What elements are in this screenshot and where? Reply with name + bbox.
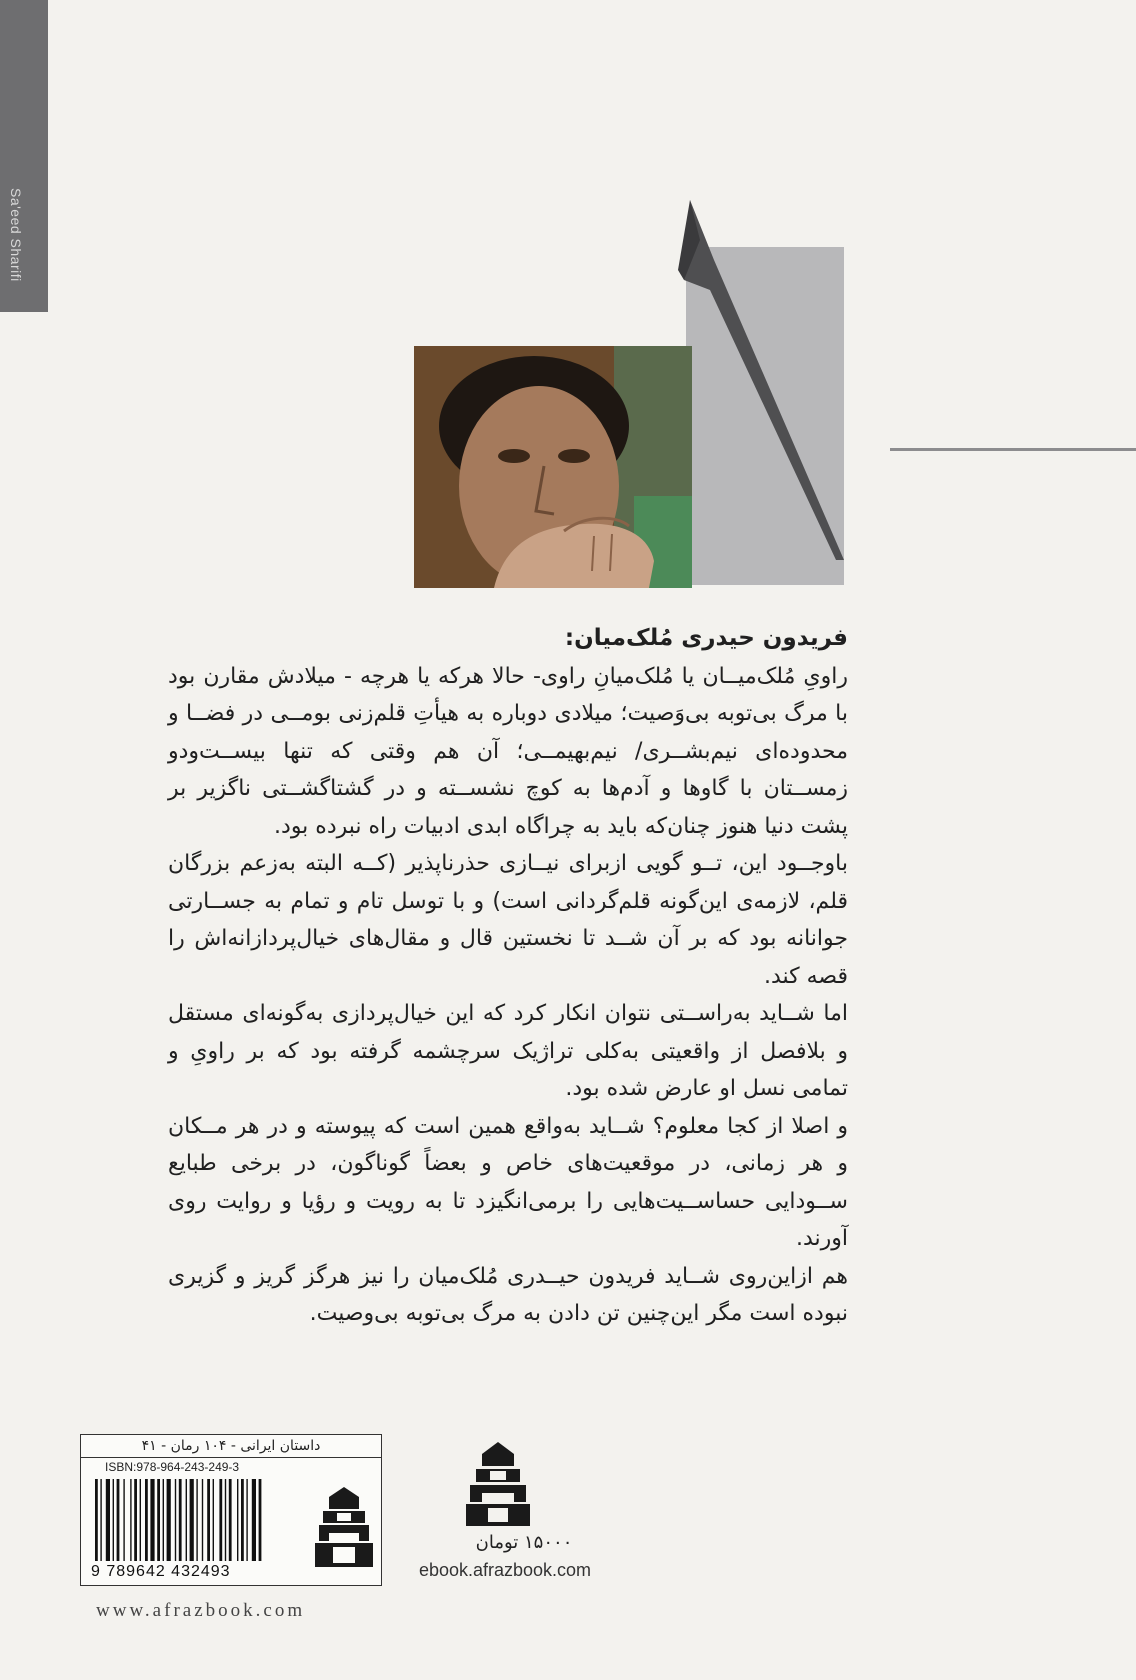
isbn-label: ISBN:978-964-243-249-3 xyxy=(105,1460,240,1474)
blurb-paragraph: باوجــود این، تــو گویی ازبرای نیــازی حذرناپذیر (کــه البته به‌زعم بزرگان قلم، لازمه‌ی این‌گونه قلم‌گردانی است) و با توسل تام و تمام به جســارتی جوانانه بود که بر آن شــد تا نخستین قال و مقال‌های خیال‌پردازانه‌اش را قصه کند. xyxy=(168,851,848,989)
price-label: ۱۵۰۰۰ تومان xyxy=(475,1532,573,1553)
ebook-url: ebook.afrazbook.com xyxy=(418,1560,592,1580)
series-label: داستان ایرانی - ۱۰۴ رمان - ۴۱ xyxy=(81,1435,381,1458)
blurb-paragraph: اما شــاید به‌راســتی نتوان انکار کرد که این خیال‌پردازی به‌گونه‌ای مستقل و بلافصل از واقعیتی به‌کلی تراژیک سرچشمه گرفته بود که بر راویِ و تمامی نسل او عارض شده بود. xyxy=(168,1001,848,1101)
decorative-line xyxy=(890,448,1136,451)
author-photo xyxy=(414,346,692,588)
blurb-paragraph: هم ازاین‌روی شــاید فریدون حیــدری مُلک‌میان را نیز هرگز گریز و گزیری نبوده است مگر این‌چنین تن دادن به مرگ بی‌توبه بی‌وصیت. xyxy=(168,1263,848,1326)
barcode-digits: 9 789642 432493 xyxy=(91,1563,231,1580)
publisher-logo-icon xyxy=(313,1487,375,1567)
blurb-heading: فریدون حیدری مُلک‌میان: xyxy=(564,625,848,651)
blurb-paragraph: و اصلا از کجا معلوم؟ شــاید به‌واقع همین است که پیوسته و در هر مــکان و هر زمانی، در موقعیت‌های خاص و بعضاً گوناگون، در برخی طبایع ســودایی حساســیت‌هایی را برمی‌انگیزد تا به رویت و رؤیا و روایت روی آورند. xyxy=(168,1113,848,1251)
decorative-slash xyxy=(670,200,850,600)
publisher-logo-icon xyxy=(462,1442,534,1526)
back-cover-blurb xyxy=(168,620,848,1333)
blurb-paragraph: راویِ مُلک‌میــان یا مُلک‌میانِ راوی- حالا هرکه یا هرچه - میلادش مقارن بود با مرگ بی‌توبه بی‌وَصیت؛ میلادی دوباره به هیأتِ قلم‌زنی بومــی در فضــا و محدوده‌ای نیم‌بشــری/ نیم‌بهیمــی؛ آن هم وقتی که تنها بیســت‌ودو زمســتان با گاوها و آدم‌ها به کوچ نشســته و در گشتاگشــتی ناگزیر بر پشت دنیا هنوز چنان‌که باید به چراگاه ابدی ادبیات راه نبرده بود. xyxy=(168,663,848,839)
website-url: www.afrazbook.com xyxy=(96,1600,306,1621)
barcode-icon xyxy=(91,1479,301,1561)
barcode-panel xyxy=(80,1434,382,1586)
